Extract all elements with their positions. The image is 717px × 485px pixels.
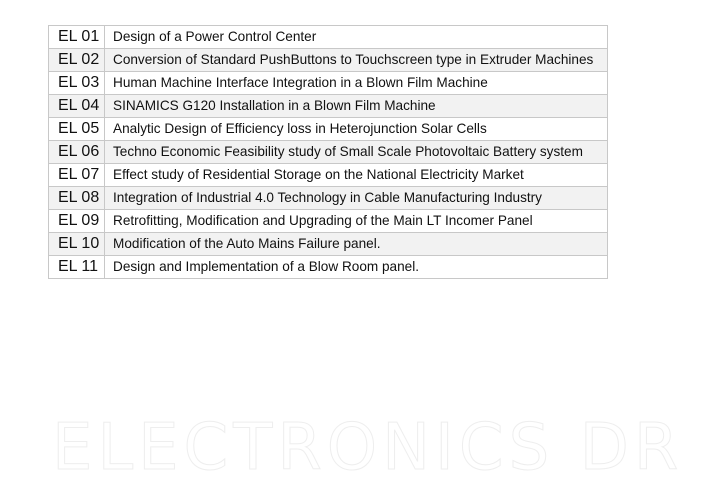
table-row: [49, 164, 608, 187]
project-code: EL 11: [49, 256, 105, 279]
project-code: EL 01: [49, 26, 105, 49]
project-title: Design and Implementation of a Blow Room panel.: [105, 256, 608, 279]
table-row: [49, 118, 608, 141]
project-title: Modification of the Auto Mains Failure panel.: [105, 233, 608, 256]
projects-table: [48, 25, 608, 279]
project-code: EL 10: [49, 233, 105, 256]
table-row: [49, 95, 608, 118]
project-title: Human Machine Interface Integration in a Blown Film Machine: [105, 72, 608, 95]
table-row: [49, 210, 608, 233]
table-row: [49, 49, 608, 72]
project-title: Techno Economic Feasibility study of Small Scale Photovoltaic Battery system: [105, 141, 608, 164]
project-title: Retrofitting, Modification and Upgrading of the Main LT Incomer Panel: [105, 210, 608, 233]
project-title: Integration of Industrial 4.0 Technology in Cable Manufacturing Industry: [105, 187, 608, 210]
project-code: EL 09: [49, 210, 105, 233]
table-row: [49, 26, 608, 49]
table-row: [49, 233, 608, 256]
watermark: ELECTRONICS DR: [52, 411, 684, 485]
project-code: EL 03: [49, 72, 105, 95]
project-code: EL 08: [49, 187, 105, 210]
project-code: EL 05: [49, 118, 105, 141]
project-title: Effect study of Residential Storage on the National Electricity Market: [105, 164, 608, 187]
project-title: Conversion of Standard PushButtons to Touchscreen type in Extruder Machines: [105, 49, 608, 72]
project-title: SINAMICS G120 Installation in a Blown Film Machine: [105, 95, 608, 118]
project-code: EL 07: [49, 164, 105, 187]
table-row: [49, 187, 608, 210]
project-title: Analytic Design of Efficiency loss in Heterojunction Solar Cells: [105, 118, 608, 141]
project-code: EL 06: [49, 141, 105, 164]
project-code: EL 04: [49, 95, 105, 118]
project-code: EL 02: [49, 49, 105, 72]
table-row: [49, 141, 608, 164]
project-title: Design of a Power Control Center: [105, 26, 608, 49]
table-row: [49, 72, 608, 95]
table-row: [49, 256, 608, 279]
